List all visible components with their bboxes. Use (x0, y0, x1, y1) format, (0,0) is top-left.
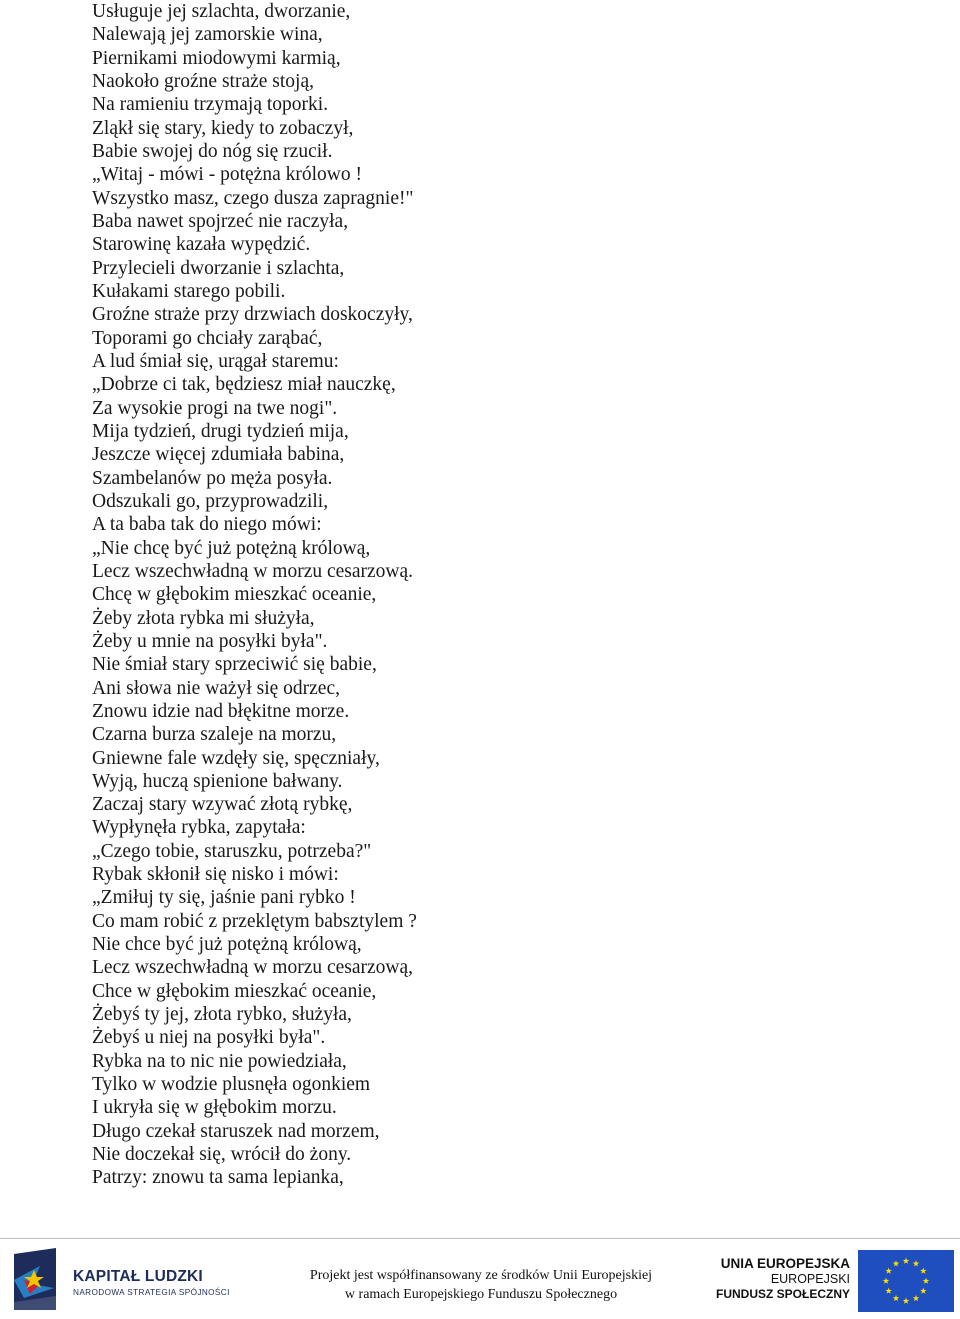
poem-line: Lecz wszechwładną w morzu cesarzową. (92, 560, 414, 582)
footer-divider (0, 1238, 960, 1239)
funding-notice-line-2: w ramach Europejskiego Funduszu Społecznego (344, 1287, 618, 1302)
footer (0, 1240, 960, 1315)
poem-line: Kułakami starego pobili. (92, 280, 286, 302)
poem-line: „Dobrze ci tak, będziesz miał nauczkę, (92, 374, 396, 396)
poem-line: Patrzy: znowu ta sama lepianka, (92, 1167, 344, 1189)
poem-line: Na ramieniu trzymają toporki. (92, 94, 329, 116)
poem-line: Toporami go chciały zarąbać, (92, 327, 323, 349)
poem-line: Znowu idzie nad błękitne morze. (92, 700, 350, 722)
poem-line: Rybka na to nic nie powiedziała, (92, 1050, 347, 1072)
poem-line: „Witaj - mówi - potężna królowo ! (92, 164, 362, 186)
poem-line: Żebyś ty jej, złota rybko, służyła, (92, 1004, 352, 1026)
poem-line: Zaczaj stary wzywać złotą rybkę, (92, 794, 353, 816)
poem-line: Wszystko masz, czego dusza zapragnie!" (92, 187, 414, 209)
poem-line: Piernikami miodowymi karmią, (92, 47, 341, 69)
poem-line: Wypłynęła rybka, zapytała: (92, 817, 306, 839)
eu-label-line-2: EUROPEJSKI (770, 1272, 850, 1286)
poem-line: A ta baba tak do niego mówi: (92, 514, 322, 536)
poem-line: Jeszcze więcej zdumiała babina, (92, 444, 345, 466)
poem-line: Tylko w wodzie plusnęła ogonkiem (92, 1074, 371, 1096)
poem-line: Groźne straże przy drzwiach doskoczyły, (92, 304, 413, 326)
poem-line: Żeby u mnie na posyłki była". (92, 630, 328, 652)
poem-line: „Zmiłuj ty się, jaśnie pani rybko ! (92, 887, 356, 909)
poem-line: Gniewne fale wzdęły się, spęczniały, (92, 747, 380, 769)
poem-line: Co mam robić z przeklętym babsztylem ? (92, 910, 417, 932)
eu-fund-label (716, 1256, 850, 1302)
eu-label-line-3: FUNDUSZ SPOŁECZNY (715, 1287, 850, 1301)
poem-text (92, 0, 912, 1190)
poem-line: I ukryła się w głębokim morzu. (92, 1097, 337, 1119)
poem-line: Przylecieli dworzanie i szlachta, (92, 257, 345, 279)
poem-line: Babie swojej do nóg się rzucił. (92, 140, 333, 162)
poem-line: Baba nawet spojrzeć nie raczyła, (92, 210, 349, 232)
poem-line: Naokoło groźne straże stoją, (92, 70, 315, 92)
poem-line: Chcę w głębokim mieszkać oceanie, (92, 584, 377, 606)
kapital-ludzki-emblem-icon (10, 1244, 70, 1314)
poem-line: Wyją, huczą spienione bałwany. (92, 770, 343, 792)
poem-line: Nie śmiał stary sprzeciwić się babie, (92, 654, 377, 676)
poem-line: Starowinę kazała wypędzić. (92, 234, 311, 256)
poem-line: Czarna burza szaleje na morzu, (92, 724, 337, 746)
eu-label-line-1: UNIA EUROPEJSKA (720, 1256, 850, 1271)
poem-line: Nalewają jej zamorskie wina, (92, 24, 323, 46)
poem-line: Długo czekał staruszek nad morzem, (92, 1120, 380, 1142)
funding-notice (276, 1266, 686, 1304)
funding-notice-line-1: Projekt jest współfinansowany ze środków Unii Europejskiej (309, 1268, 653, 1283)
poem-line: A lud śmiał się, urągał staremu: (92, 350, 339, 372)
kapital-ludzki-subtitle: NARODOWA STRATEGIA SPÓJNOŚCI (73, 1288, 230, 1297)
kapital-ludzki-title: KAPITAŁ LUDZKI (73, 1268, 203, 1285)
kapital-ludzki-logo (10, 1244, 245, 1314)
poem-line: Żebyś u niej na posyłki była". (92, 1027, 326, 1049)
poem-line: Chce w głębokim mieszkać oceanie, (92, 980, 377, 1002)
poem-line: Lecz wszechwładną w morzu cesarzową, (92, 957, 414, 979)
poem-line: Usługuje jej szlachta, dworzanie, (92, 1, 351, 22)
poem-line: Rybak skłonił się nisko i mówi: (92, 864, 339, 886)
poem-line: „Nie chcę być już potężną królową, (92, 537, 371, 559)
poem-line: Ani słowa nie ważył się odrzec, (92, 677, 340, 699)
poem-line: Za wysokie progi na twe nogi". (92, 397, 338, 419)
eu-flag-icon (858, 1250, 954, 1312)
poem-line: Odszukali go, przyprowadzili, (92, 490, 329, 512)
poem-line: „Czego tobie, staruszku, potrzeba?" (92, 840, 372, 862)
poem-line: Zląkł się stary, kiedy to zobaczył, (92, 117, 354, 139)
poem-line: Szambelanów po męża posyła. (92, 467, 333, 489)
poem-line: Nie chce być już potężną królową, (92, 934, 362, 956)
poem-line: Mija tydzień, drugi tydzień mija, (92, 420, 349, 442)
poem-line: Żeby złota rybka mi służyła, (92, 607, 315, 629)
poem-line: Nie doczekał się, wrócił do żony. (92, 1144, 352, 1166)
